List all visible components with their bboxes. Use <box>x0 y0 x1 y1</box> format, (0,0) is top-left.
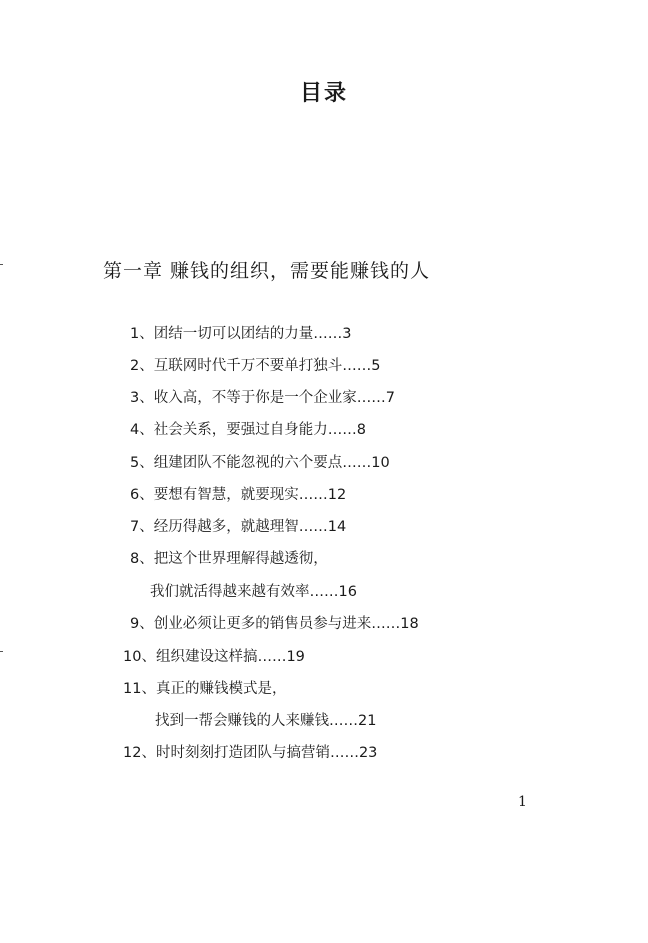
toc-entry-8-line-1: 8、把这个世界理解得越透彻， <box>130 551 328 567</box>
toc-entry-5: 5、组建团队不能忽视的六个要点……10 <box>130 455 390 471</box>
toc-entry-10: 10、组织建设这样搞……19 <box>123 649 305 665</box>
toc-entry-12: 12、时时刻刻打造团队与搞营销……23 <box>123 745 378 761</box>
toc-entry-11-line-2: 找到一帮会赚钱的人来赚钱……21 <box>155 713 377 729</box>
scan-edge-mark <box>0 651 3 652</box>
toc-entry-6: 6、要想有智慧，就要现实……12 <box>130 487 347 503</box>
toc-entry-2: 2、互联网时代千万不要单打独斗……5 <box>130 358 381 374</box>
toc-entry-7: 7、经历得越多，就越理智……14 <box>130 519 347 535</box>
scan-edge-mark <box>0 264 3 265</box>
toc-entry-9: 9、创业必须让更多的销售员参与进来……18 <box>130 616 419 632</box>
page-number: 1 <box>518 794 527 810</box>
toc-entry-3: 3、收入高，不等于你是一个企业家……7 <box>130 390 395 406</box>
toc-entry-1: 1、团结一切可以团结的力量……3 <box>130 326 352 342</box>
chapter-title: 第一章 赚钱的组织，需要能赚钱的人 <box>103 260 431 282</box>
toc-entry-4: 4、社会关系，要强过自身能力……8 <box>130 422 366 438</box>
toc-entry-11-line-1: 11、真正的赚钱模式是， <box>123 681 287 697</box>
toc-title: 目录 <box>299 81 348 106</box>
toc-entry-8-line-2: 我们就活得越来越有效率……16 <box>150 584 357 600</box>
